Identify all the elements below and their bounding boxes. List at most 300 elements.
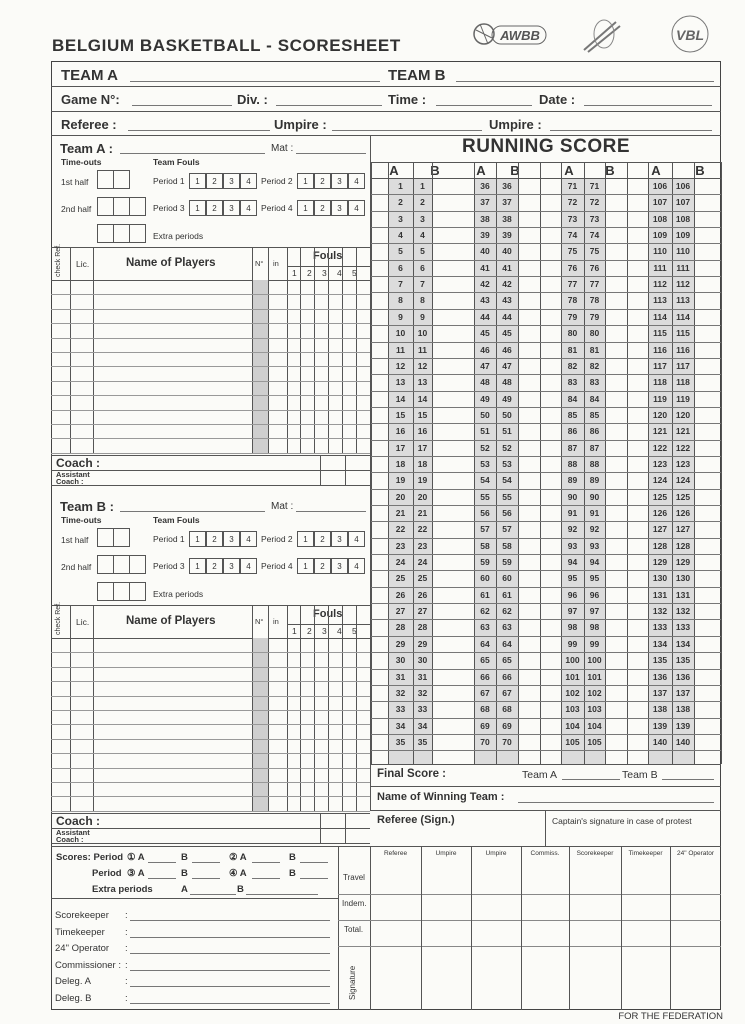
score-b-cell[interactable]: 88 bbox=[589, 458, 600, 469]
score-a-cell[interactable]: 115 bbox=[653, 328, 667, 339]
score-b-cell[interactable]: 125 bbox=[675, 491, 691, 502]
score-a-cell[interactable]: 24 bbox=[395, 557, 406, 568]
umpire2-field[interactable] bbox=[550, 130, 712, 131]
final-team-a-field[interactable] bbox=[562, 779, 620, 780]
score-b-cell[interactable]: 101 bbox=[587, 671, 602, 682]
score-a-cell[interactable]: 90 bbox=[567, 491, 578, 502]
score-b-cell[interactable]: 11 bbox=[418, 344, 427, 355]
score-a-cell[interactable]: 138 bbox=[652, 704, 668, 715]
team-foul-box[interactable]: 2 bbox=[314, 558, 331, 574]
score-b-cell[interactable]: 81 bbox=[589, 344, 600, 355]
score-b-cell[interactable]: 85 bbox=[589, 409, 600, 420]
score-b-cell[interactable]: 13 bbox=[417, 377, 428, 388]
player-row[interactable] bbox=[51, 696, 370, 697]
score-a-cell[interactable]: 112 bbox=[653, 279, 667, 290]
score-b-cell[interactable]: 114 bbox=[676, 311, 690, 322]
score-a-cell[interactable]: 69 bbox=[480, 720, 490, 731]
score-a-cell[interactable]: 50 bbox=[480, 409, 490, 420]
timeout-box[interactable] bbox=[97, 528, 114, 547]
score-a-cell[interactable]: 68 bbox=[480, 704, 490, 715]
score-b-cell[interactable]: 128 bbox=[675, 540, 691, 551]
score-b-cell[interactable]: 79 bbox=[589, 311, 600, 322]
timeout-box[interactable] bbox=[97, 224, 114, 243]
score-a-cell[interactable]: 116 bbox=[653, 344, 667, 355]
player-row[interactable] bbox=[51, 811, 370, 812]
score-b-cell[interactable]: 73 bbox=[589, 213, 600, 224]
score-a-cell[interactable]: 103 bbox=[565, 704, 580, 715]
score-b-cell[interactable]: 98 bbox=[589, 622, 600, 633]
score-a-cell[interactable]: 111 bbox=[653, 262, 667, 273]
timeout-box[interactable] bbox=[113, 582, 130, 601]
team-foul-box[interactable]: 1 bbox=[297, 173, 314, 189]
score-a-cell[interactable]: 134 bbox=[652, 638, 668, 649]
official-field[interactable] bbox=[130, 953, 330, 954]
score-b-cell[interactable]: 28 bbox=[417, 622, 428, 633]
score-b-cell[interactable]: 86 bbox=[589, 426, 600, 437]
referee-field[interactable] bbox=[128, 130, 270, 131]
timeout-box[interactable] bbox=[97, 197, 114, 216]
score-b-cell[interactable]: 110 bbox=[676, 246, 690, 257]
score-b-cell[interactable]: 119 bbox=[676, 393, 690, 404]
score-b-cell[interactable]: 92 bbox=[589, 524, 600, 535]
score-b-cell[interactable]: 19 bbox=[417, 475, 428, 486]
score-b-cell[interactable]: 45 bbox=[502, 328, 512, 339]
score-a-cell[interactable]: 15 bbox=[395, 409, 406, 420]
score-a-cell[interactable]: 118 bbox=[653, 377, 667, 388]
score-a-cell[interactable]: 9 bbox=[398, 311, 403, 322]
score-a-cell[interactable]: 72 bbox=[567, 197, 578, 208]
score-b-cell[interactable]: 63 bbox=[502, 622, 512, 633]
team-foul-box[interactable]: 3 bbox=[223, 558, 240, 574]
score-b-cell[interactable]: 30 bbox=[417, 655, 428, 666]
score-a-cell[interactable]: 139 bbox=[652, 720, 668, 731]
score-b-cell[interactable]: 67 bbox=[502, 687, 512, 698]
score-a-cell[interactable]: 80 bbox=[567, 328, 578, 339]
score-a-cell[interactable]: 51 bbox=[480, 426, 490, 437]
timeout-box[interactable] bbox=[129, 224, 146, 243]
score-a-cell[interactable]: 59 bbox=[480, 557, 490, 568]
score-a-cell[interactable]: 23 bbox=[395, 540, 406, 551]
score-a-cell[interactable]: 66 bbox=[480, 671, 490, 682]
score-a-cell[interactable]: 41 bbox=[480, 262, 490, 273]
score-b-cell[interactable]: 136 bbox=[675, 671, 691, 682]
score-b-cell[interactable]: 48 bbox=[502, 377, 512, 388]
score-a-cell[interactable]: 87 bbox=[567, 442, 578, 453]
score-b-cell[interactable]: 37 bbox=[502, 197, 512, 208]
score-a-cell[interactable]: 100 bbox=[565, 655, 580, 666]
extra-a-field[interactable] bbox=[190, 894, 236, 895]
score-b-cell[interactable]: 112 bbox=[676, 279, 690, 290]
player-row[interactable] bbox=[51, 352, 370, 353]
player-row[interactable] bbox=[51, 323, 370, 324]
score-a-cell[interactable]: 102 bbox=[565, 687, 580, 698]
score-a-cell[interactable]: 37 bbox=[480, 197, 490, 208]
score-a-cell[interactable]: 12 bbox=[395, 360, 406, 371]
score-a-cell[interactable]: 27 bbox=[395, 606, 406, 617]
score-a-cell[interactable]: 96 bbox=[567, 589, 578, 600]
score-a-cell[interactable]: 126 bbox=[652, 508, 668, 518]
score-b-cell[interactable]: 31 bbox=[417, 671, 428, 682]
timeout-box[interactable] bbox=[97, 555, 114, 574]
team-foul-box[interactable]: 3 bbox=[223, 200, 240, 216]
score-b-cell[interactable]: 107 bbox=[675, 197, 691, 208]
score-a-cell[interactable]: 133 bbox=[652, 622, 668, 633]
score-a-cell[interactable]: 121 bbox=[652, 426, 668, 437]
score-a-cell[interactable]: 54 bbox=[480, 475, 490, 486]
score-a-cell[interactable]: 46 bbox=[480, 344, 490, 355]
official-field[interactable] bbox=[130, 937, 330, 938]
score-a-cell[interactable]: 67 bbox=[480, 687, 490, 698]
player-row[interactable] bbox=[51, 366, 370, 367]
score-b-cell[interactable]: 2 bbox=[420, 197, 425, 208]
score-b-cell[interactable]: 89 bbox=[589, 475, 600, 486]
score-a-cell[interactable]: 25 bbox=[395, 573, 406, 584]
score-b-cell[interactable]: 93 bbox=[589, 540, 600, 551]
score-a-cell[interactable]: 45 bbox=[480, 328, 490, 339]
score-a-cell[interactable]: 117 bbox=[653, 360, 667, 371]
team-foul-box[interactable]: 1 bbox=[189, 531, 206, 547]
score-a-cell[interactable]: 73 bbox=[567, 213, 578, 224]
score-a-cell[interactable]: 2 bbox=[398, 197, 403, 208]
score-b-cell[interactable]: 126 bbox=[675, 508, 691, 518]
score-a-cell[interactable]: 58 bbox=[480, 540, 490, 551]
score-b-cell[interactable]: 75 bbox=[589, 246, 600, 257]
score-a-cell[interactable]: 20 bbox=[395, 491, 406, 502]
score-b-cell[interactable]: 25 bbox=[417, 573, 428, 584]
score-a-cell[interactable]: 109 bbox=[652, 230, 668, 241]
score-b-cell[interactable]: 58 bbox=[502, 540, 512, 551]
score-b-cell[interactable]: 96 bbox=[589, 589, 600, 600]
score-a-cell[interactable]: 78 bbox=[567, 295, 578, 306]
score-b-cell[interactable]: 12 bbox=[417, 360, 428, 371]
score-a-cell[interactable]: 108 bbox=[652, 213, 668, 224]
score-b-cell[interactable]: 5 bbox=[420, 246, 425, 257]
team-name-field[interactable] bbox=[120, 511, 265, 512]
score-b-cell[interactable]: 20 bbox=[417, 491, 428, 502]
extra-b-field[interactable] bbox=[246, 894, 318, 895]
score-a-cell[interactable]: 127 bbox=[652, 524, 668, 535]
score-a-cell[interactable]: 81 bbox=[567, 344, 578, 355]
timeout-box[interactable] bbox=[129, 197, 146, 216]
score-a-cell[interactable]: 5 bbox=[398, 246, 403, 257]
timeout-box[interactable] bbox=[113, 170, 130, 189]
player-row[interactable] bbox=[51, 381, 370, 382]
timeout-box[interactable] bbox=[113, 224, 130, 243]
score-a-cell[interactable]: 122 bbox=[652, 442, 668, 453]
team-foul-box[interactable]: 4 bbox=[348, 173, 365, 189]
score-a-cell[interactable]: 14 bbox=[395, 393, 406, 404]
score-b-cell[interactable]: 139 bbox=[675, 720, 691, 731]
score-b-cell[interactable]: 35 bbox=[417, 736, 428, 747]
score-b-cell[interactable]: 77 bbox=[589, 279, 600, 290]
team-foul-box[interactable]: 2 bbox=[206, 200, 223, 216]
score-b-cell[interactable]: 83 bbox=[589, 377, 600, 388]
score-a-cell[interactable]: 6 bbox=[398, 262, 403, 273]
score-a-cell[interactable]: 88 bbox=[567, 458, 578, 469]
score-b-cell[interactable]: 117 bbox=[676, 360, 690, 371]
score-b-cell[interactable]: 6 bbox=[420, 262, 425, 273]
score-b-cell[interactable]: 118 bbox=[676, 377, 690, 388]
score-b-cell[interactable]: 44 bbox=[502, 311, 512, 322]
timeout-box[interactable] bbox=[97, 170, 114, 189]
score-b-cell[interactable]: 122 bbox=[675, 442, 691, 453]
player-row[interactable] bbox=[51, 294, 370, 295]
score-a-cell[interactable]: 131 bbox=[652, 589, 668, 600]
score-a-cell[interactable]: 36 bbox=[480, 181, 490, 191]
score-a-cell[interactable]: 125 bbox=[652, 491, 668, 502]
score-a-cell[interactable]: 60 bbox=[480, 573, 490, 584]
div-field[interactable] bbox=[276, 105, 382, 106]
player-row[interactable] bbox=[51, 667, 370, 668]
score-b-cell[interactable]: 8 bbox=[420, 295, 425, 306]
score-a-cell[interactable]: 130 bbox=[652, 573, 668, 584]
score-b-cell[interactable]: 14 bbox=[417, 393, 428, 404]
score-a-cell[interactable]: 97 bbox=[567, 606, 578, 617]
player-row[interactable] bbox=[51, 753, 370, 754]
score-a-cell[interactable]: 85 bbox=[567, 409, 578, 420]
score-a-cell[interactable]: 101 bbox=[565, 671, 580, 682]
score-b-cell[interactable]: 15 bbox=[417, 409, 428, 420]
score-a-cell[interactable]: 29 bbox=[395, 638, 406, 649]
score-a-cell[interactable]: 35 bbox=[395, 736, 406, 747]
score-a-cell[interactable]: 136 bbox=[652, 671, 668, 682]
score-a-cell[interactable]: 114 bbox=[653, 311, 667, 322]
timeout-box[interactable] bbox=[113, 197, 130, 216]
score-b-cell[interactable]: 113 bbox=[676, 295, 690, 306]
team-foul-box[interactable]: 2 bbox=[206, 531, 223, 547]
score-b-cell[interactable]: 34 bbox=[417, 720, 428, 731]
score-b-cell[interactable]: 24 bbox=[417, 557, 428, 568]
score-b-cell[interactable]: 68 bbox=[502, 704, 512, 715]
player-row[interactable] bbox=[51, 395, 370, 396]
score-b-cell[interactable]: 65 bbox=[502, 655, 512, 666]
score-b-cell[interactable]: 100 bbox=[587, 655, 602, 666]
score-b-cell[interactable]: 140 bbox=[675, 736, 691, 747]
score-b-cell[interactable]: 4 bbox=[420, 230, 425, 241]
score-b-cell[interactable]: 26 bbox=[417, 589, 428, 600]
score-b-cell[interactable]: 129 bbox=[675, 557, 691, 568]
team-foul-box[interactable]: 1 bbox=[189, 558, 206, 574]
score-a-cell[interactable]: 79 bbox=[567, 311, 578, 322]
player-row[interactable] bbox=[51, 424, 370, 425]
team-foul-box[interactable]: 2 bbox=[206, 173, 223, 189]
score-a-cell[interactable]: 95 bbox=[567, 573, 578, 584]
score-b-cell[interactable]: 116 bbox=[676, 344, 690, 355]
score-a-cell[interactable]: 129 bbox=[652, 557, 668, 568]
score-a-cell[interactable]: 47 bbox=[480, 360, 490, 371]
player-row[interactable] bbox=[51, 652, 370, 653]
score-a-cell[interactable]: 70 bbox=[480, 736, 490, 747]
official-field[interactable] bbox=[130, 986, 330, 987]
mat-field[interactable] bbox=[296, 153, 366, 154]
score-b-cell[interactable]: 56 bbox=[502, 508, 512, 518]
team-foul-box[interactable]: 3 bbox=[331, 200, 348, 216]
score-a-cell[interactable]: 76 bbox=[567, 262, 578, 273]
score-a-cell[interactable]: 61 bbox=[480, 589, 490, 600]
score-a-cell[interactable]: 8 bbox=[398, 295, 403, 306]
score-a-cell[interactable]: 11 bbox=[396, 344, 405, 355]
score-b-cell[interactable]: 51 bbox=[502, 426, 512, 437]
score-b-cell[interactable]: 57 bbox=[502, 524, 512, 535]
period3-a-field[interactable] bbox=[148, 878, 176, 879]
score-a-cell[interactable]: 44 bbox=[480, 311, 490, 322]
team-b-field[interactable] bbox=[456, 81, 714, 82]
score-b-cell[interactable]: 132 bbox=[675, 606, 691, 617]
player-row[interactable] bbox=[51, 438, 370, 439]
official-field[interactable] bbox=[130, 1003, 330, 1004]
score-a-cell[interactable]: 104 bbox=[565, 720, 580, 731]
score-a-cell[interactable]: 18 bbox=[395, 458, 406, 469]
score-b-cell[interactable]: 104 bbox=[587, 720, 602, 731]
score-b-cell[interactable]: 69 bbox=[502, 720, 512, 731]
score-a-cell[interactable]: 10 bbox=[395, 328, 406, 339]
score-a-cell[interactable]: 63 bbox=[480, 622, 490, 633]
score-b-cell[interactable]: 78 bbox=[589, 295, 600, 306]
team-foul-box[interactable]: 3 bbox=[331, 558, 348, 574]
score-a-cell[interactable]: 17 bbox=[395, 442, 406, 453]
score-a-cell[interactable]: 42 bbox=[480, 279, 490, 290]
team-foul-box[interactable]: 1 bbox=[189, 173, 206, 189]
score-b-cell[interactable]: 16 bbox=[417, 426, 428, 437]
score-b-cell[interactable]: 91 bbox=[589, 508, 600, 518]
score-a-cell[interactable]: 43 bbox=[480, 295, 490, 306]
team-foul-box[interactable]: 1 bbox=[189, 200, 206, 216]
period2-a-field[interactable] bbox=[252, 862, 280, 863]
score-a-cell[interactable]: 48 bbox=[480, 377, 490, 388]
score-a-cell[interactable]: 62 bbox=[480, 606, 490, 617]
score-a-cell[interactable]: 86 bbox=[567, 426, 578, 437]
mat-field[interactable] bbox=[296, 511, 366, 512]
timeout-box[interactable] bbox=[129, 582, 146, 601]
score-b-cell[interactable]: 133 bbox=[675, 622, 691, 633]
period4-b-field[interactable] bbox=[300, 878, 328, 879]
score-a-cell[interactable]: 137 bbox=[652, 687, 668, 698]
score-b-cell[interactable]: 27 bbox=[417, 606, 428, 617]
score-b-cell[interactable]: 47 bbox=[502, 360, 512, 371]
score-b-cell[interactable]: 10 bbox=[417, 328, 428, 339]
score-b-cell[interactable]: 72 bbox=[589, 197, 600, 208]
timeout-box[interactable] bbox=[113, 555, 130, 574]
score-a-cell[interactable]: 4 bbox=[398, 230, 403, 241]
score-a-cell[interactable]: 82 bbox=[567, 360, 578, 371]
score-a-cell[interactable]: 119 bbox=[653, 393, 667, 404]
score-b-cell[interactable]: 87 bbox=[589, 442, 600, 453]
score-a-cell[interactable]: 1 bbox=[398, 181, 403, 191]
score-b-cell[interactable]: 131 bbox=[675, 589, 691, 600]
player-row[interactable] bbox=[51, 681, 370, 682]
score-b-cell[interactable]: 70 bbox=[502, 736, 512, 747]
player-row[interactable] bbox=[51, 768, 370, 769]
score-b-cell[interactable]: 32 bbox=[417, 687, 428, 698]
game-no-field[interactable] bbox=[132, 105, 232, 106]
score-a-cell[interactable]: 135 bbox=[652, 655, 668, 666]
team-foul-box[interactable]: 3 bbox=[223, 531, 240, 547]
score-b-cell[interactable]: 106 bbox=[675, 181, 691, 191]
score-a-cell[interactable]: 32 bbox=[395, 687, 406, 698]
score-b-cell[interactable]: 46 bbox=[502, 344, 512, 355]
player-row[interactable] bbox=[51, 338, 370, 339]
score-a-cell[interactable]: 94 bbox=[567, 557, 578, 568]
score-a-cell[interactable]: 105 bbox=[565, 736, 580, 747]
score-b-cell[interactable]: 21 bbox=[417, 508, 428, 518]
score-b-cell[interactable]: 111 bbox=[676, 262, 690, 273]
score-b-cell[interactable]: 61 bbox=[502, 589, 512, 600]
timeout-box[interactable] bbox=[97, 582, 114, 601]
score-a-cell[interactable]: 71 bbox=[567, 181, 578, 191]
score-a-cell[interactable]: 40 bbox=[480, 246, 490, 257]
score-b-cell[interactable]: 134 bbox=[675, 638, 691, 649]
score-a-cell[interactable]: 91 bbox=[567, 508, 578, 518]
player-row[interactable] bbox=[51, 724, 370, 725]
team-foul-box[interactable]: 2 bbox=[206, 558, 223, 574]
score-b-cell[interactable]: 103 bbox=[587, 704, 602, 715]
player-row[interactable] bbox=[51, 410, 370, 411]
score-b-cell[interactable]: 55 bbox=[502, 491, 512, 502]
score-b-cell[interactable]: 62 bbox=[502, 606, 512, 617]
team-name-field[interactable] bbox=[120, 153, 265, 154]
score-a-cell[interactable]: 52 bbox=[480, 442, 490, 453]
score-b-cell[interactable]: 76 bbox=[589, 262, 600, 273]
score-b-cell[interactable]: 33 bbox=[417, 704, 428, 715]
score-a-cell[interactable]: 93 bbox=[567, 540, 578, 551]
score-a-cell[interactable]: 53 bbox=[480, 458, 490, 469]
score-b-cell[interactable]: 127 bbox=[675, 524, 691, 535]
score-a-cell[interactable]: 31 bbox=[395, 671, 406, 682]
score-a-cell[interactable]: 65 bbox=[480, 655, 490, 666]
team-foul-box[interactable]: 4 bbox=[240, 531, 257, 547]
team-foul-box[interactable]: 4 bbox=[348, 200, 365, 216]
score-a-cell[interactable]: 22 bbox=[395, 524, 406, 535]
score-a-cell[interactable]: 106 bbox=[652, 181, 668, 191]
score-b-cell[interactable]: 94 bbox=[589, 557, 600, 568]
score-a-cell[interactable]: 3 bbox=[398, 213, 403, 224]
team-foul-box[interactable]: 4 bbox=[240, 173, 257, 189]
score-b-cell[interactable]: 71 bbox=[589, 181, 600, 191]
official-field[interactable] bbox=[130, 920, 330, 921]
score-b-cell[interactable]: 7 bbox=[420, 279, 425, 290]
period1-b-field[interactable] bbox=[192, 862, 220, 863]
score-b-cell[interactable]: 17 bbox=[417, 442, 428, 453]
player-row[interactable] bbox=[51, 710, 370, 711]
score-a-cell[interactable]: 124 bbox=[652, 475, 668, 486]
score-a-cell[interactable]: 56 bbox=[480, 508, 490, 518]
score-a-cell[interactable]: 21 bbox=[395, 508, 406, 518]
score-b-cell[interactable]: 42 bbox=[502, 279, 512, 290]
score-a-cell[interactable]: 49 bbox=[480, 393, 490, 404]
score-b-cell[interactable]: 23 bbox=[417, 540, 428, 551]
score-a-cell[interactable]: 7 bbox=[398, 279, 403, 290]
score-a-cell[interactable]: 13 bbox=[395, 377, 406, 388]
score-b-cell[interactable]: 123 bbox=[675, 458, 691, 469]
score-b-cell[interactable]: 60 bbox=[502, 573, 512, 584]
player-row[interactable] bbox=[51, 796, 370, 797]
score-b-cell[interactable]: 130 bbox=[675, 573, 691, 584]
score-b-cell[interactable]: 29 bbox=[417, 638, 428, 649]
score-a-cell[interactable]: 92 bbox=[567, 524, 578, 535]
score-b-cell[interactable]: 135 bbox=[675, 655, 691, 666]
score-b-cell[interactable]: 3 bbox=[420, 213, 425, 224]
score-b-cell[interactable]: 54 bbox=[502, 475, 512, 486]
score-b-cell[interactable]: 64 bbox=[502, 638, 512, 649]
score-a-cell[interactable]: 74 bbox=[567, 230, 578, 241]
player-row[interactable] bbox=[51, 309, 370, 310]
score-b-cell[interactable]: 99 bbox=[589, 638, 600, 649]
period1-a-field[interactable] bbox=[148, 862, 176, 863]
score-b-cell[interactable]: 84 bbox=[589, 393, 600, 404]
team-foul-box[interactable]: 1 bbox=[297, 558, 314, 574]
score-a-cell[interactable]: 113 bbox=[653, 295, 667, 306]
score-b-cell[interactable]: 102 bbox=[587, 687, 602, 698]
